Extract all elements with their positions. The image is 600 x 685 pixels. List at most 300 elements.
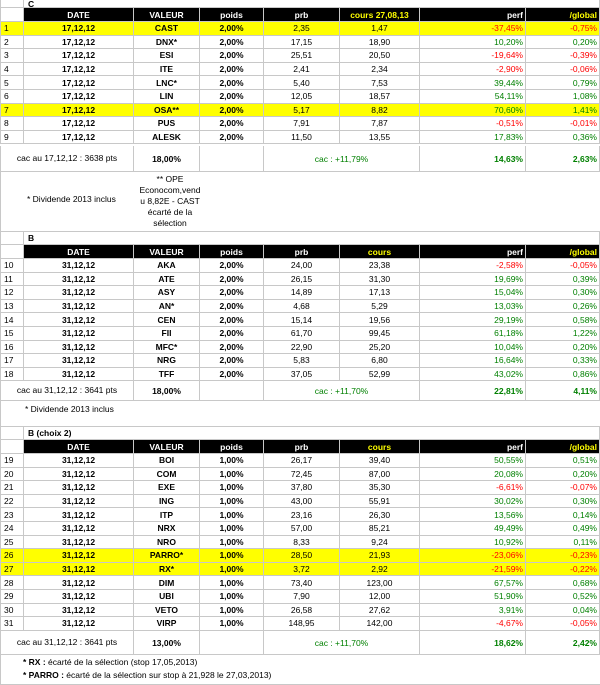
cell-valeur: VIRP [134,617,200,631]
cell-cours: 123,00 [340,576,420,590]
cell-global: -0,07% [526,481,600,495]
row-number: 20 [0,468,24,482]
cell-global: 0,86% [526,368,600,382]
notes-block [0,172,600,232]
table-row [0,341,600,355]
column-header-cours: cours 27,08,13 [340,8,420,22]
cell-cours: 8,82 [340,104,420,118]
cell-cours: 18,90 [340,36,420,50]
cell-poids: 1,00% [200,468,264,482]
cell-cours: 2,34 [340,63,420,77]
row-number: 14 [0,313,24,327]
footnote-lead: * RX : [23,657,46,667]
row-number: 4 [0,63,24,77]
cell-valeur: COM [134,468,200,482]
cell-perf: 70,60% [420,104,526,118]
cell-cours: 13,55 [340,131,420,145]
table-row [0,300,600,314]
cell-valeur: ITE [134,63,200,77]
cell-valeur: ESI [134,49,200,63]
cell-date: 31,12,12 [24,273,134,287]
cell-poids: 1,00% [200,522,264,536]
cell-poids: 2,00% [200,63,264,77]
cell-valeur: NRX [134,522,200,536]
summary-global: 2,63% [526,146,600,172]
row-number: 31 [0,617,24,631]
cell-date: 31,12,12 [24,341,134,355]
row-number: 25 [0,536,24,550]
cell-poids: 1,00% [200,576,264,590]
summary-poids: 13,00% [134,631,200,655]
cell-perf: -2,90% [420,63,526,77]
cell-cours: 23,38 [340,259,420,273]
cell-poids: 2,00% [200,354,264,368]
summary-cac-label: cac au 31,12,12 : 3641 pts [0,631,134,655]
row-number-cell [0,427,24,440]
cell-cours: 35,30 [340,481,420,495]
table-row [0,495,600,509]
cell-valeur: EXE [134,481,200,495]
cell-date: 31,12,12 [24,522,134,536]
column-header-prb: prb [264,245,340,259]
cell-valeur: ITP [134,508,200,522]
table-row [0,354,600,368]
cell-prb: 12,05 [264,90,340,104]
cell-poids: 2,00% [200,131,264,145]
section-title-row [0,232,600,245]
table-row [0,131,600,145]
cell-perf: 19,69% [420,273,526,287]
cell-global: 0,30% [526,286,600,300]
cell-global: 0,26% [526,300,600,314]
cell-global: 0,04% [526,604,600,618]
row-number: 7 [0,104,24,118]
table-row [0,313,600,327]
cell-cours: 17,13 [340,286,420,300]
cell-date: 31,12,12 [24,508,134,522]
cell-prb: 148,95 [264,617,340,631]
table-row [0,36,600,50]
row-number-cell [0,440,24,454]
table-row [0,454,600,468]
cell-date: 31,12,12 [24,259,134,273]
cell-poids: 2,00% [200,300,264,314]
summary-cac-label: cac au 17,12,12 : 3638 pts [0,146,134,172]
table-row [0,468,600,482]
cell-cours: 99,45 [340,327,420,341]
cell-date: 31,12,12 [24,300,134,314]
cell-cours: 85,21 [340,522,420,536]
cell-global: -0,05% [526,617,600,631]
cell-valeur: PUS [134,117,200,131]
cell-poids: 2,00% [200,273,264,287]
row-number: 2 [0,36,24,50]
cell-prb: 23,16 [264,508,340,522]
row-number: 19 [0,454,24,468]
row-number: 8 [0,117,24,131]
summary-empty [200,381,264,401]
row-number: 6 [0,90,24,104]
table-row [0,259,600,273]
row-number: 1 [0,22,24,36]
cell-date: 31,12,12 [24,604,134,618]
row-number: 15 [0,327,24,341]
cell-perf: -21,59% [420,563,526,577]
table-row [0,617,600,631]
cell-global: 1,08% [526,90,600,104]
summary-cac-perf: cac : +11,79% [264,146,420,172]
row-number: 16 [0,341,24,355]
cell-poids: 2,00% [200,76,264,90]
table-row [0,604,600,618]
table-row [0,576,600,590]
cell-valeur: AKA [134,259,200,273]
cell-perf: 30,02% [420,495,526,509]
summary-row [0,381,600,401]
cell-cours: 21,93 [340,549,420,563]
column-header-valeur: VALEUR [134,8,200,22]
cell-prb: 73,40 [264,576,340,590]
cell-prb: 26,15 [264,273,340,287]
cell-valeur: MFC* [134,341,200,355]
cell-date: 31,12,12 [24,468,134,482]
cell-cours: 142,00 [340,617,420,631]
cell-perf: 67,57% [420,576,526,590]
row-number: 27 [0,563,24,577]
cell-valeur: ALESK [134,131,200,145]
cell-valeur: CEN [134,313,200,327]
cell-poids: 2,00% [200,368,264,382]
cell-poids: 2,00% [200,22,264,36]
cell-perf: 50,55% [420,454,526,468]
cell-perf: -4,67% [420,617,526,631]
cell-global: 0,39% [526,273,600,287]
cell-global: 0,51% [526,454,600,468]
section-title: C [24,0,600,8]
cell-cours: 27,62 [340,604,420,618]
summary-poids: 18,00% [134,146,200,172]
cell-prb: 37,80 [264,481,340,495]
summary-empty [200,146,264,172]
column-header-global: /global [526,440,600,454]
cell-cours: 9,24 [340,536,420,550]
cell-perf: 61,18% [420,327,526,341]
cell-cours: 20,50 [340,49,420,63]
cell-date: 17,12,12 [24,36,134,50]
table-row [0,273,600,287]
cell-global: -0,22% [526,563,600,577]
cell-global: 0,20% [526,36,600,50]
cell-valeur: RX* [134,563,200,577]
cell-perf: 10,20% [420,36,526,50]
summary-poids: 18,00% [134,381,200,401]
cell-perf: -23,06% [420,549,526,563]
cell-cours: 5,29 [340,300,420,314]
cell-valeur: NRO [134,536,200,550]
section-title: B (choix 2) [24,427,600,440]
column-header-perf: perf [420,440,526,454]
cell-perf: -19,64% [420,49,526,63]
cell-date: 17,12,12 [24,90,134,104]
column-header-global: /global [526,8,600,22]
cell-valeur: LNC* [134,76,200,90]
cell-cours: 6,80 [340,354,420,368]
cell-cours: 55,91 [340,495,420,509]
cell-perf: 17,83% [420,131,526,145]
cell-prb: 43,00 [264,495,340,509]
cell-poids: 2,00% [200,286,264,300]
row-number: 29 [0,590,24,604]
cell-date: 17,12,12 [24,22,134,36]
cell-prb: 7,91 [264,117,340,131]
cell-valeur: OSA** [134,104,200,118]
cell-prb: 2,41 [264,63,340,77]
cell-poids: 2,00% [200,259,264,273]
cell-global: 0,33% [526,354,600,368]
table-row [0,536,600,550]
header-row [0,8,600,22]
cell-prb: 15,14 [264,313,340,327]
row-number: 21 [0,481,24,495]
cell-valeur: AN* [134,300,200,314]
cell-global: 0,30% [526,495,600,509]
row-number: 28 [0,576,24,590]
cell-prb: 2,35 [264,22,340,36]
cell-poids: 2,00% [200,117,264,131]
cell-valeur: DIM [134,576,200,590]
cell-perf: 29,19% [420,313,526,327]
cell-date: 31,12,12 [24,313,134,327]
cell-cours: 18,57 [340,90,420,104]
cell-valeur: ASY [134,286,200,300]
row-number: 22 [0,495,24,509]
cell-prb: 26,17 [264,454,340,468]
cell-prb: 17,15 [264,36,340,50]
cell-perf: 15,04% [420,286,526,300]
row-number: 11 [0,273,24,287]
column-header-global: /global [526,245,600,259]
cell-global: 0,79% [526,76,600,90]
cell-global: -0,01% [526,117,600,131]
table-row [0,481,600,495]
cell-date: 17,12,12 [24,117,134,131]
cell-valeur: ING [134,495,200,509]
cell-poids: 1,00% [200,549,264,563]
section-title: B [24,232,600,245]
cell-perf: -6,61% [420,481,526,495]
row-number: 17 [0,354,24,368]
summary-cac-perf: cac : +11,70% [264,631,420,655]
cell-valeur: VETO [134,604,200,618]
table-row [0,549,600,563]
cell-cours: 25,20 [340,341,420,355]
cell-prb: 25,51 [264,49,340,63]
row-number: 24 [0,522,24,536]
cell-prb: 3,72 [264,563,340,577]
cell-prb: 57,00 [264,522,340,536]
cell-poids: 1,00% [200,454,264,468]
column-header-perf: perf [420,8,526,22]
cell-cours: 2,92 [340,563,420,577]
table-row [0,508,600,522]
row-number-cell [0,0,24,8]
row-number: 9 [0,131,24,145]
cell-valeur: NRG [134,354,200,368]
footnote: * PARRO : écarté de la sélection sur stop à 21,928 le 27,03,2013) [23,670,272,680]
cell-prb: 14,89 [264,286,340,300]
cell-date: 31,12,12 [24,590,134,604]
cell-poids: 1,00% [200,617,264,631]
cell-global: -0,23% [526,549,600,563]
header-row [0,245,600,259]
summary-perf: 14,63% [420,146,526,172]
table-row [0,63,600,77]
cell-global: 1,22% [526,327,600,341]
table-row [0,590,600,604]
summary-perf: 22,81% [420,381,526,401]
section-title-row [0,0,600,8]
cell-date: 31,12,12 [24,576,134,590]
cell-poids: 2,00% [200,327,264,341]
cell-global: 0,36% [526,131,600,145]
cell-poids: 2,00% [200,36,264,50]
cell-prb: 4,68 [264,300,340,314]
column-header-poids: poids [200,8,264,22]
cell-perf: 39,44% [420,76,526,90]
cell-date: 17,12,12 [24,104,134,118]
cell-poids: 2,00% [200,49,264,63]
cell-prb: 5,40 [264,76,340,90]
cell-date: 31,12,12 [24,549,134,563]
summary-perf: 18,62% [420,631,526,655]
table-row [0,327,600,341]
cell-poids: 1,00% [200,495,264,509]
summary-cac-label: cac au 31,12,12 : 3641 pts [0,381,134,401]
summary-row [0,146,600,172]
column-header-prb: prb [264,8,340,22]
cell-perf: -2,58% [420,259,526,273]
cell-prb: 24,00 [264,259,340,273]
cell-cours: 1,47 [340,22,420,36]
row-number: 5 [0,76,24,90]
cell-date: 17,12,12 [24,131,134,145]
header-row [0,440,600,454]
row-number-cell [0,245,24,259]
cell-prb: 22,90 [264,341,340,355]
cell-valeur: FII [134,327,200,341]
column-header-prb: prb [264,440,340,454]
notes-block [0,655,600,685]
cell-valeur: PARRO* [134,549,200,563]
cell-poids: 2,00% [200,313,264,327]
row-number: 13 [0,300,24,314]
cell-global: -0,75% [526,22,600,36]
cell-perf: 43,02% [420,368,526,382]
row-number-cell [0,232,24,245]
cell-date: 17,12,12 [24,49,134,63]
cell-date: 31,12,12 [24,286,134,300]
table-row [0,117,600,131]
cell-global: 0,49% [526,522,600,536]
cell-prb: 8,33 [264,536,340,550]
cell-date: 31,12,12 [24,454,134,468]
cell-valeur: BOI [134,454,200,468]
cell-poids: 2,00% [200,104,264,118]
cell-poids: 1,00% [200,508,264,522]
cell-perf: 49,49% [420,522,526,536]
table-row [0,90,600,104]
summary-row [0,631,600,655]
cell-perf: 10,92% [420,536,526,550]
cell-global: 1,41% [526,104,600,118]
table-row [0,104,600,118]
row-number: 26 [0,549,24,563]
cell-poids: 1,00% [200,481,264,495]
cell-date: 31,12,12 [24,617,134,631]
cell-valeur: TFF [134,368,200,382]
cell-date: 31,12,12 [24,327,134,341]
notes-block [0,401,600,427]
cell-valeur: LIN [134,90,200,104]
cell-prb: 5,17 [264,104,340,118]
cell-prb: 37,05 [264,368,340,382]
column-header-poids: poids [200,245,264,259]
cell-cours: 12,00 [340,590,420,604]
cell-prb: 28,50 [264,549,340,563]
cell-cours: 31,30 [340,273,420,287]
cell-date: 31,12,12 [24,536,134,550]
row-number: 18 [0,368,24,382]
cell-cours: 7,87 [340,117,420,131]
cell-cours: 87,00 [340,468,420,482]
cell-global: 0,68% [526,576,600,590]
cell-poids: 2,00% [200,341,264,355]
cell-prb: 7,90 [264,590,340,604]
cell-date: 31,12,12 [24,354,134,368]
footnote: ** OPE Econocom,vend u 8,82E - CAST écarté de la sélection [139,174,201,228]
cell-date: 31,12,12 [24,563,134,577]
cell-date: 17,12,12 [24,76,134,90]
cell-cours: 39,40 [340,454,420,468]
section-title-row [0,427,600,440]
footnote-lead: * PARRO : [23,670,64,680]
cell-perf: 3,91% [420,604,526,618]
footnote: * RX : écarté de la sélection (stop 17,05,2013) [23,657,198,667]
cell-perf: 54,11% [420,90,526,104]
cell-poids: 1,00% [200,536,264,550]
cell-global: -0,05% [526,259,600,273]
column-header-date: DATE [24,245,134,259]
cell-perf: -37,45% [420,22,526,36]
cell-valeur: DNX* [134,36,200,50]
column-header-valeur: VALEUR [134,440,200,454]
cell-global: 0,20% [526,468,600,482]
cell-global: -0,39% [526,49,600,63]
cell-prb: 61,70 [264,327,340,341]
cell-prb: 72,45 [264,468,340,482]
table-row [0,286,600,300]
table-row [0,76,600,90]
column-header-date: DATE [24,8,134,22]
cell-date: 31,12,12 [24,368,134,382]
summary-cac-perf: cac : +11,70% [264,381,420,401]
row-number: 23 [0,508,24,522]
row-number: 12 [0,286,24,300]
cell-perf: 13,03% [420,300,526,314]
cell-cours: 7,53 [340,76,420,90]
cell-date: 17,12,12 [24,63,134,77]
summary-global: 2,42% [526,631,600,655]
